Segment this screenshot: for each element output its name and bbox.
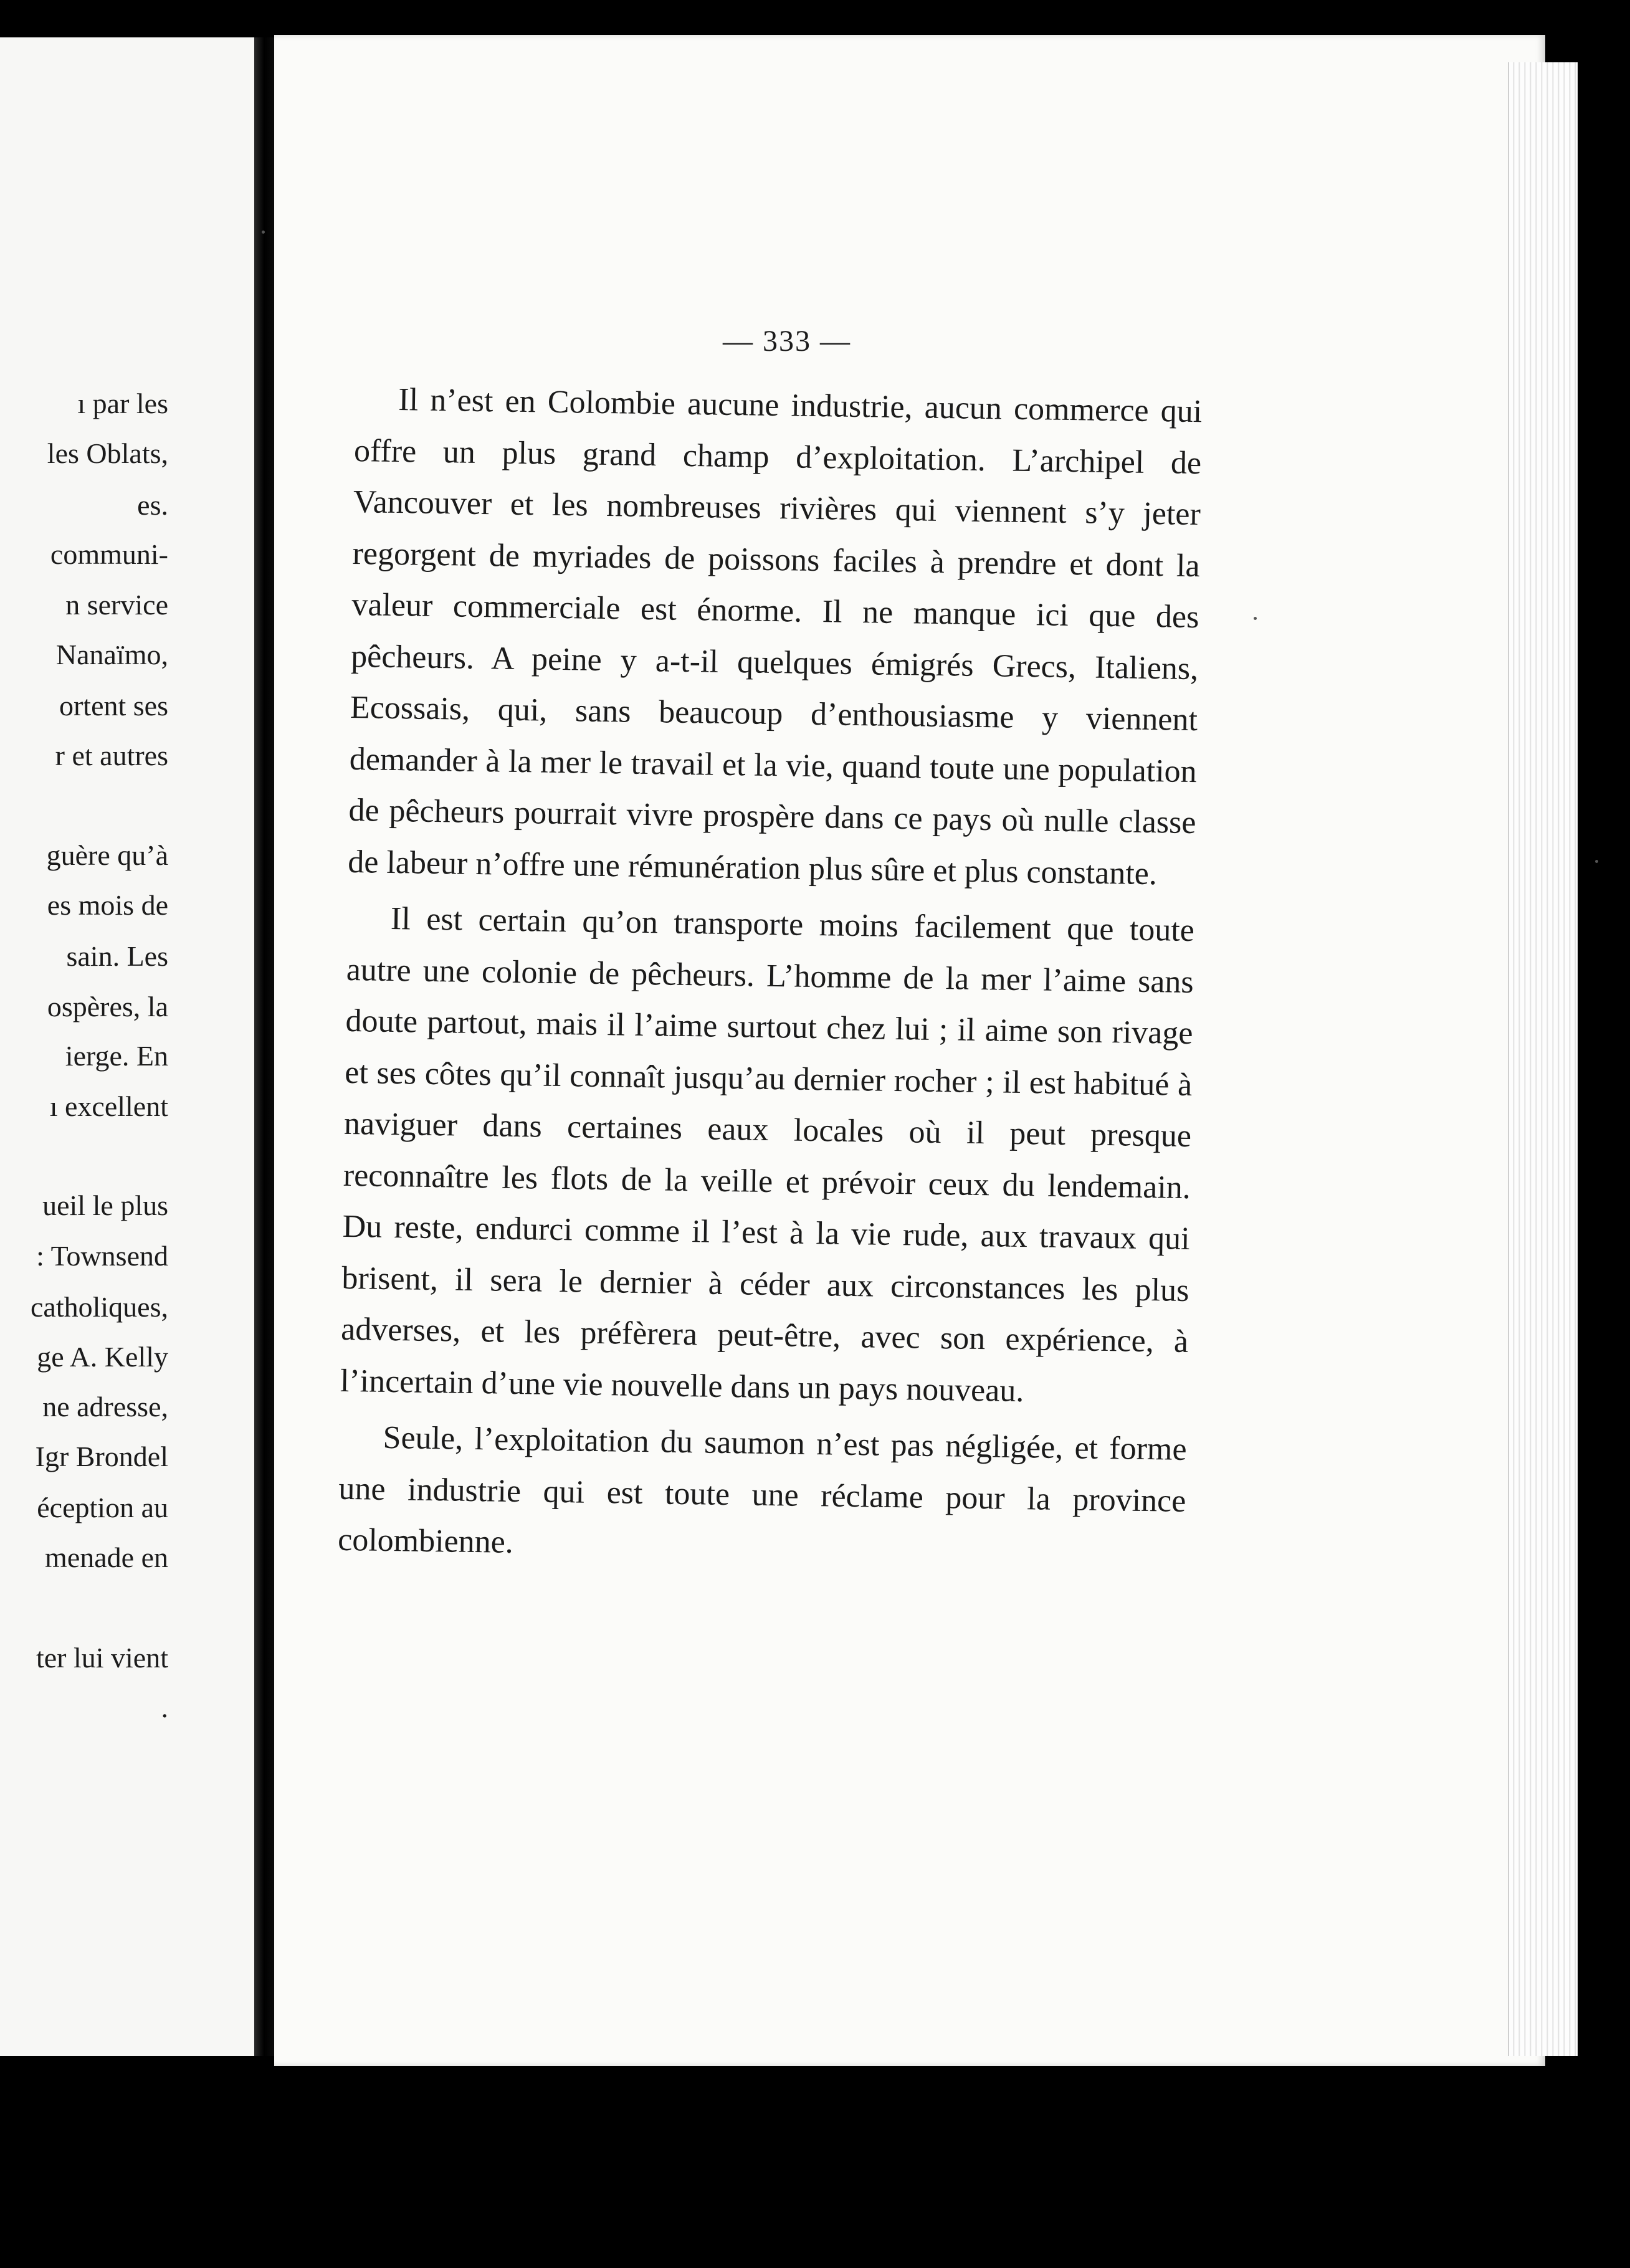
left-page-line: : Townsend bbox=[36, 1240, 168, 1272]
left-page-line: ne adresse, bbox=[42, 1391, 168, 1422]
left-page-line: es mois de bbox=[47, 889, 168, 921]
paper-speck bbox=[1595, 860, 1598, 863]
left-page-fragment bbox=[0, 37, 254, 2056]
left-page-line: ı excellent bbox=[49, 1090, 168, 1122]
paragraph: Il est certain qu’on transporte moins facilement que toute autre une colonie de pêcheurs. L’homme de la mer l’aime sans doute partout, mais il l’aime surtout chez lui ; il aime son rivage et ses côtes qu’il connaît jusqu’au dernier rocher ; il est habitué à naviguer dans certaines eaux locales où il peut presque reconnaître les flots de la veille et prévoir ceux du lendemain. Du reste, endurci comme il l’est à la vie rude, aux travaux qui brisent, il sera le dernier à céder aux circonstances les plus adverses, et les préfèrera peut-être, avec son expérience, à l’incertain d’une vie nouvelle dans un pays nouveau. bbox=[340, 900, 1195, 1409]
paragraph: Seule, l’exploitation du saumon n’est pas négligée, et forme une industrie qui est toute une réclame pour la province colombienne. bbox=[337, 1419, 1187, 1560]
left-page-line: es. bbox=[137, 489, 168, 521]
left-page-line: ueil le plus bbox=[42, 1189, 168, 1221]
page-edges bbox=[1508, 62, 1578, 2056]
page-body-text bbox=[337, 374, 1202, 1583]
left-page-line: éception au bbox=[37, 1492, 168, 1523]
paper-speck bbox=[1254, 617, 1257, 620]
paragraph: Il n’est en Colombie aucune industrie, aucun commerce qui offre un plus grand champ d’exploitation. L’archipel de Vancouver et les nombreuses rivières qui viennent s’y jeter regorgent de myriades de poissons faciles à prendre et dont la valeur commerciale est énorme. Il ne manque ici que des pêcheurs. A peine y a-t-il quelques émigrés Grecs, Italiens, Ecossais, qui, sans beaucoup d’enthousiasme y viennent demander à la mer le travail et la vie, quand toute une population de pêcheurs pourrait vivre prospère dans ce pays où nulle classe de labeur n’offre une rémunération plus sûre et plus constante. bbox=[347, 382, 1203, 892]
left-page-line: ospères, la bbox=[47, 991, 168, 1022]
page-number: — 333 — bbox=[723, 325, 851, 358]
left-page-line: les Oblats, bbox=[47, 437, 168, 469]
left-page-line: ierge. En bbox=[65, 1040, 168, 1072]
left-page-line: Igr Brondel bbox=[35, 1441, 168, 1472]
left-page-line: r et autres bbox=[55, 740, 168, 771]
paper-speck bbox=[262, 231, 265, 234]
left-page-line: . bbox=[161, 1692, 168, 1723]
left-page-line: communi- bbox=[50, 538, 168, 570]
left-page-line: ortent ses bbox=[59, 690, 168, 722]
left-page-line: catholiques, bbox=[31, 1291, 168, 1323]
left-page-line: guère qu’à bbox=[46, 839, 168, 871]
left-page-line: ı par les bbox=[77, 388, 168, 419]
left-page-line: ter lui vient bbox=[36, 1642, 168, 1674]
left-page-line: n service bbox=[65, 589, 168, 621]
left-page-line: Nanaïmo, bbox=[55, 639, 168, 670]
left-page-line: menade en bbox=[45, 1541, 168, 1573]
left-page-line: sain. Les bbox=[66, 940, 168, 972]
left-page-line: ge A. Kelly bbox=[37, 1341, 168, 1373]
